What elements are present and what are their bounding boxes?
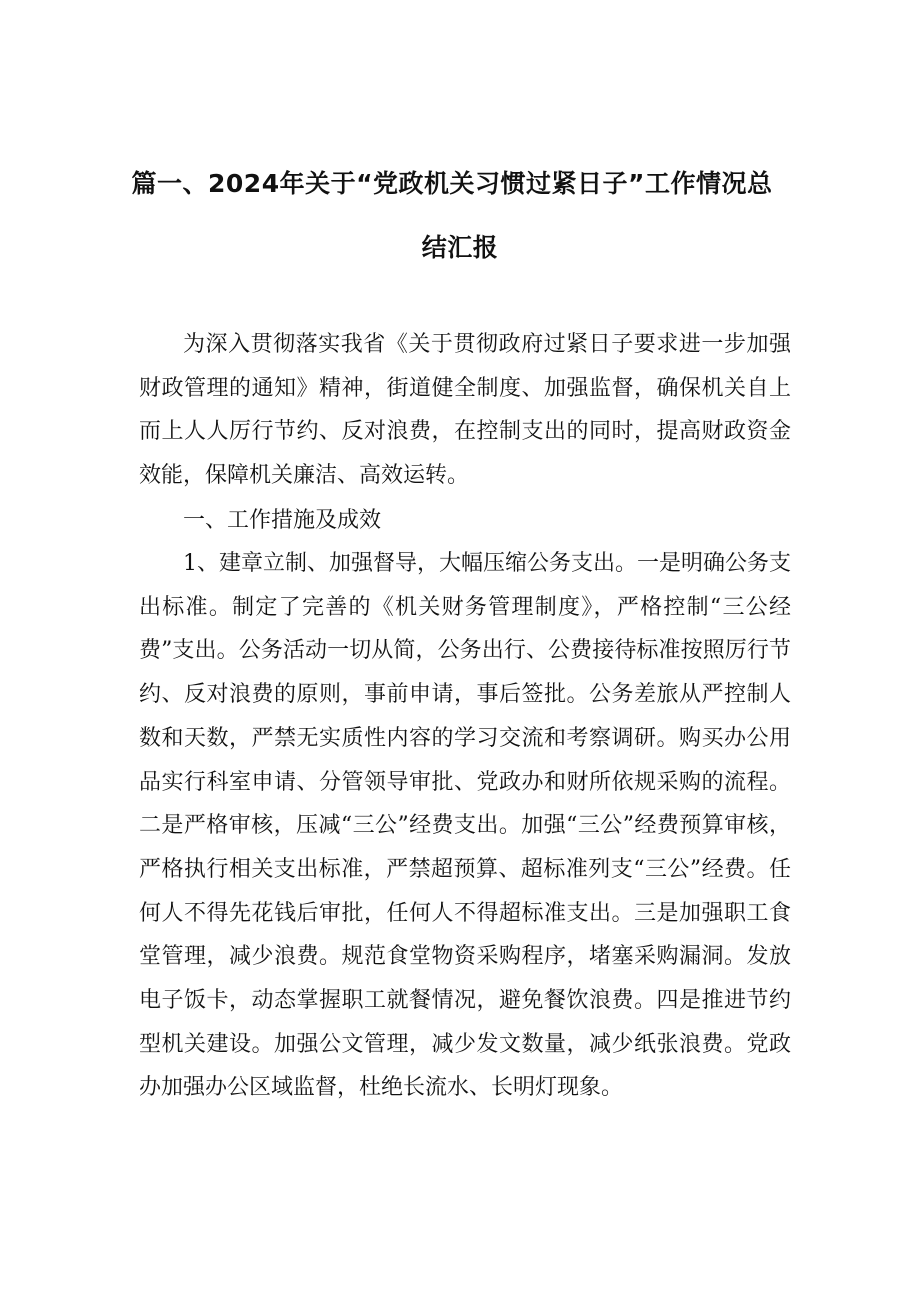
measures-paragraph: 1、建章立制、加强督导，大幅压缩公务支出。一是明确公务支出标准。制定了完善的《机关财务管理制度》，严格控制“三公经费”支出。公务活动一切从简，公务出行、公费接待标准按照厉行节约、反对浪费的原则，事前申请，事后签批。公务差旅从严控制人数和天数，严禁无实质性内容的学习交流和考察调研。购买办公用品实行科室申请、分管领导审批、党政办和财所依规采购的流程。二是严格审核，压减“三公”经费支出。加强“三公”经费预算审核，严格执行相关支出标准，严禁超预算、超标准列支“三公”经费。任何人不得先花钱后审批，任何人不得超标准支出。三是加强职工食堂管理，减少浪费。规范食堂物资采购程序，堵塞采购漏洞。发放电子饭卡，动态掌握职工就餐情况，避免餐饮浪费。四是推进节约型机关建设。加强公文管理，减少发文数量，减少纸张浪费。党政办加强办公区域监督，杜绝长流水、长明灯现象。 [139, 551, 791, 1101]
document-title-line-2: 结汇报 [421, 233, 499, 262]
section-heading: 一、工作措施及成效 [183, 508, 382, 533]
intro-paragraph: 为深入贯彻落实我省《关于贯彻政府过紧日子要求进一步加强财政管理的通知》精神，街道健全制度、加强监督，确保机关自上而上人人厉行节约、反对浪费，在控制支出的同时，提高财政资金效能，保障机关廉洁、高效运转。 [139, 332, 791, 489]
document-title-line-1: 篇一、2024年关于“党政机关习惯过紧日子”工作情况总 [131, 169, 773, 198]
